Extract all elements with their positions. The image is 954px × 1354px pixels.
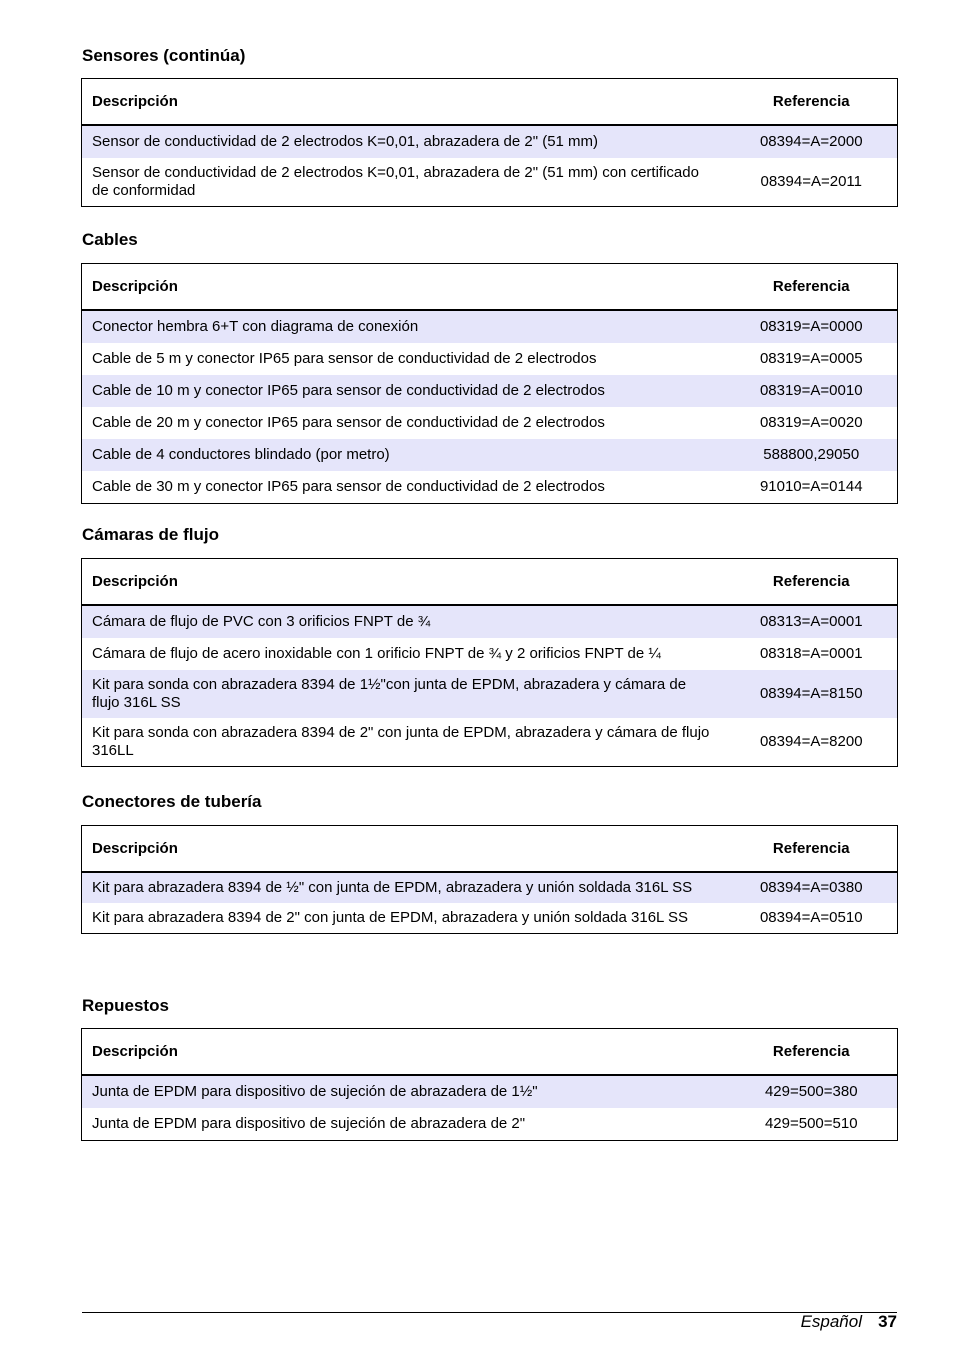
row-reference: 08319=A=0005	[759, 350, 863, 367]
table-row	[82, 343, 898, 375]
table-header-row	[82, 559, 898, 606]
table-row	[82, 872, 898, 903]
table-row	[82, 407, 898, 439]
row-reference: 08313=A=0001	[726, 605, 898, 638]
table-row	[82, 903, 898, 934]
row-reference: 08394=A=8150	[726, 670, 898, 718]
row-description: Kit para abrazadera 8394 de ½" con junta de EPDM, abrazadera y unión soldada 316L SS	[82, 872, 726, 903]
table-header-row	[82, 264, 898, 311]
column-header-referencia: Referencia	[726, 559, 898, 606]
table-header-row	[82, 79, 898, 126]
row-reference: 429=500=510	[764, 1115, 858, 1132]
section-title-cables: Cables	[82, 230, 138, 249]
row-description: Conector hembra 6+T con diagrama de conexión	[82, 310, 726, 343]
row-reference: 08394=A=2000	[726, 125, 898, 158]
cables-table	[81, 263, 898, 504]
row-reference: 08318=A=0001	[759, 645, 863, 662]
row-reference: 08394=A=0380	[726, 872, 898, 903]
column-header-descripcion: Descripción	[82, 79, 726, 126]
column-header-descripcion: Descripción	[82, 264, 726, 311]
conectores-table	[81, 825, 898, 934]
row-reference: 08394=A=0510	[759, 909, 863, 926]
section-title-conectores: Conectores de tubería	[82, 792, 262, 811]
row-reference: 08319=A=0010	[726, 375, 898, 407]
column-header-descripcion: Descripción	[82, 1029, 726, 1076]
row-reference: 588800,29050	[726, 439, 898, 471]
table-row	[82, 638, 898, 670]
section-title-repuestos: Repuestos	[82, 996, 169, 1015]
row-description: Kit para sonda con abrazadera 8394 de 1½"con junta de EPDM, abrazadera y cámara de flujo 316L SS	[82, 670, 726, 718]
section-title-camaras: Cámaras de flujo	[82, 525, 219, 544]
table-row	[82, 439, 898, 471]
row-description: Kit para sonda con abrazadera 8394 de 2" con junta de EPDM, abrazadera y cámara de flujo 316LL	[92, 724, 710, 759]
column-header-referencia: Referencia	[726, 79, 898, 126]
table-row	[82, 1108, 898, 1141]
row-reference: 91010=A=0144	[759, 478, 863, 495]
table-header-row	[82, 1029, 898, 1076]
row-description: Cable de 20 m y conector IP65 para sensor de conductividad de 2 electrodos	[92, 414, 605, 431]
row-description: Junta de EPDM para dispositivo de sujeción de abrazadera de 2"	[92, 1115, 526, 1132]
row-description: Cámara de flujo de acero inoxidable con 1 orificio FNPT de ¾ y 2 orificios FNPT de ¼	[92, 645, 661, 662]
row-description: Sensor de conductividad de 2 electrodos K=0,01, abrazadera de 2" (51 mm)	[82, 125, 726, 158]
column-header-referencia: Referencia	[726, 826, 898, 873]
row-reference: 08394=A=8200	[759, 733, 863, 750]
camaras-table	[81, 558, 898, 767]
column-header-referencia: Referencia	[726, 264, 898, 311]
table-row	[82, 375, 898, 407]
row-description: Cable de 10 m y conector IP65 para sensor de conductividad de 2 electrodos	[82, 375, 726, 407]
table-row	[82, 125, 898, 158]
column-header-descripcion: Descripción	[82, 559, 726, 606]
row-reference: 08394=A=2011	[760, 173, 862, 190]
row-description: Cable de 4 conductores blindado (por metro)	[82, 439, 726, 471]
table-header-row	[82, 826, 898, 873]
row-reference: 429=500=380	[726, 1075, 898, 1108]
row-description: Cable de 5 m y conector IP65 para sensor de conductividad de 2 electrodos	[92, 350, 597, 367]
table-row	[82, 670, 898, 718]
footer-divider	[82, 1312, 897, 1313]
row-description: Cámara de flujo de PVC con 3 orificios FNPT de ¾	[82, 605, 726, 638]
sensores-table	[81, 78, 898, 207]
repuestos-table	[81, 1028, 898, 1141]
page-number: 37	[878, 1312, 897, 1331]
row-reference: 08319=A=0020	[759, 414, 863, 431]
row-description: Sensor de conductividad de 2 electrodos K=0,01, abrazadera de 2" (51 mm) con certificado de conformidad	[92, 164, 699, 199]
table-row	[82, 718, 898, 767]
section-title-sensores: Sensores (continúa)	[82, 46, 246, 65]
table-row	[82, 471, 898, 504]
row-description: Kit para abrazadera 8394 de 2" con junta de EPDM, abrazadera y unión soldada 316L SS	[92, 909, 689, 926]
table-row	[82, 158, 898, 207]
row-description: Junta de EPDM para dispositivo de sujeción de abrazadera de 1½"	[82, 1075, 726, 1108]
table-row	[82, 1075, 898, 1108]
table-row	[82, 605, 898, 638]
column-header-referencia: Referencia	[726, 1029, 898, 1076]
row-reference: 08319=A=0000	[726, 310, 898, 343]
column-header-descripcion: Descripción	[82, 826, 726, 873]
table-row	[82, 310, 898, 343]
footer-language: Español	[800, 1312, 862, 1331]
row-description: Cable de 30 m y conector IP65 para sensor de conductividad de 2 electrodos	[92, 478, 605, 495]
